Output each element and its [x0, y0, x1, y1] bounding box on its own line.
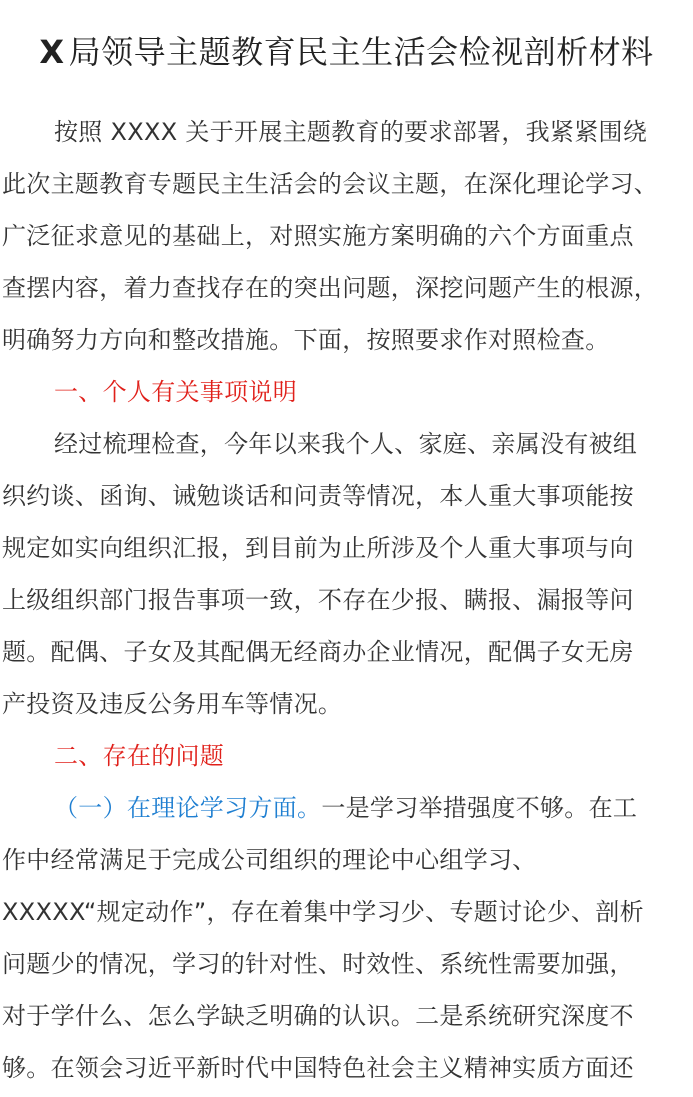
section-heading-existing-problems: 二、存在的问题 — [54, 742, 225, 770]
document-title-lead: X — [39, 33, 65, 71]
paragraph-line: 作中经常满足于完成公司组织的理论中心组学习、 — [2, 846, 537, 874]
paragraph-line: 广泛征求意见的基础上，对照实施方案明确的六个方面重点 — [2, 222, 634, 250]
paragraph-line: 够。在领会习近平新时代中国特色社会主义精神实质方面还 — [2, 1054, 634, 1082]
paragraph-line: 按照 XXXX 关于开展主题教育的要求部署，我紧紧围绕 — [54, 118, 648, 146]
paragraph-line: 此次主题教育专题民主生活会的会议主题，在深化理论学习、 — [2, 170, 659, 198]
document-title — [0, 24, 693, 80]
paragraph-line: 规定如实向组织汇报，到目前为止所涉及个人重大事项与向 — [2, 534, 634, 562]
paragraph-line: 问题少的情况，学习的针对性、时效性、系统性需要加强， — [2, 950, 634, 978]
paragraph-line: 上级组织部门报告事项一致，不存在少报、瞒报、漏报等问 — [2, 586, 634, 614]
paragraph-line: 产投资及违反公务用车等情况。 — [2, 690, 343, 718]
paragraph-line-text: 一是学习举措强度不够。在工 — [321, 794, 638, 822]
paragraph-line — [2, 782, 693, 834]
paragraph-line: 题。配偶、子女及其配偶无经商办企业情况，配偶子女无房 — [2, 638, 634, 666]
paragraph-line: 查摆内容，着力查找存在的突出问题，深挖问题产生的根源， — [2, 274, 659, 302]
personal-matters-paragraph — [2, 418, 693, 730]
paragraph-line: XXXXX“规定动作”，存在着集中学习少、专题讨论少、剖析 — [2, 898, 644, 926]
document-body — [2, 106, 693, 1094]
intro-paragraph — [2, 106, 693, 366]
paragraph-line: 经过梳理检查，今年以来我个人、家庭、亲属没有被组 — [54, 430, 638, 458]
paragraph-line: 对于学什么、怎么学缺乏明确的认识。二是系统研究深度不 — [2, 1002, 634, 1030]
document-title-text: 局领导主题教育民主生活会检视剖析材料 — [68, 33, 654, 71]
section-heading-personal-matters: 一、个人有关事项说明 — [54, 378, 297, 406]
paragraph-line: 织约谈、函询、诫勉谈话和问责等情况，本人重大事项能按 — [2, 482, 634, 510]
subsection-heading-theory-study: （一）在理论学习方面。 — [54, 794, 322, 822]
theory-study-paragraph — [2, 782, 693, 1094]
paragraph-line: 明确努力方向和整改措施。下面，按照要求作对照检查。 — [2, 326, 610, 354]
